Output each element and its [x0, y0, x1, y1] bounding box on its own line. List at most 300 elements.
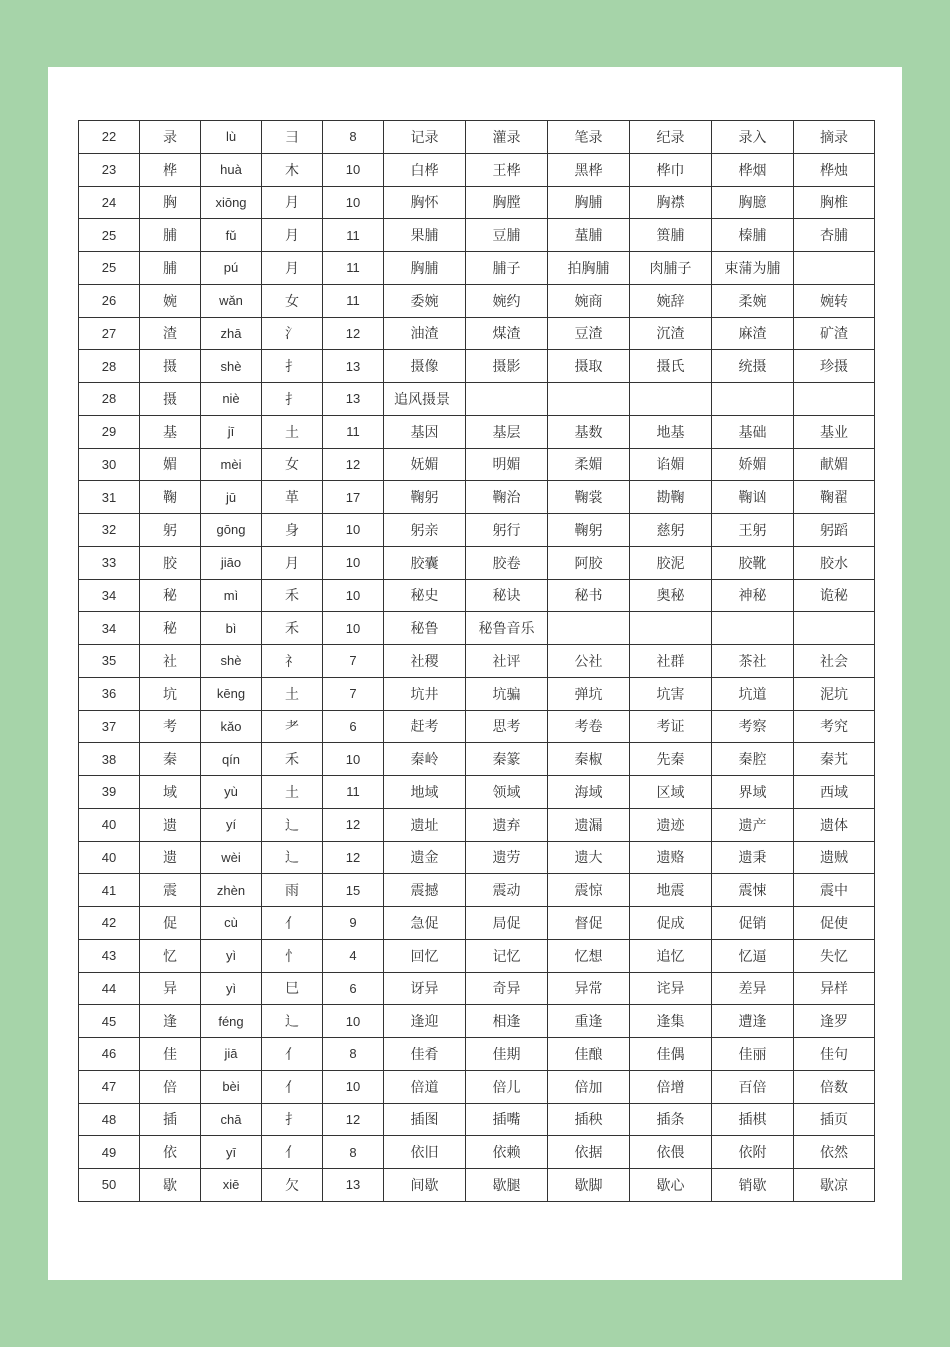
word-cell: 间歇 [384, 1169, 466, 1202]
word-cell: 躬亲 [384, 514, 466, 547]
character-cell: 促 [140, 907, 201, 940]
word-cell: 妩媚 [384, 448, 466, 481]
table-row [79, 252, 875, 285]
word-cell: 婉约 [466, 284, 548, 317]
table-row [79, 317, 875, 350]
row-number-cell: 42 [79, 907, 140, 940]
row-number-cell: 28 [79, 350, 140, 383]
word-cell: 插棋 [712, 1103, 794, 1136]
pinyin-cell: mèi [201, 448, 262, 481]
word-cell: 胸怀 [384, 186, 466, 219]
stroke-count-cell: 8 [323, 1136, 384, 1169]
word-cell: 基业 [794, 415, 875, 448]
word-cell: 相逢 [466, 1005, 548, 1038]
character-cell: 遗 [140, 808, 201, 841]
pinyin-cell: yì [201, 972, 262, 1005]
word-cell: 慈躬 [630, 514, 712, 547]
pinyin-cell: fǔ [201, 219, 262, 252]
word-cell: 果脯 [384, 219, 466, 252]
word-cell: 秘史 [384, 579, 466, 612]
table-row [79, 1136, 875, 1169]
word-cell: 督促 [548, 907, 630, 940]
radical-cell: 亻 [262, 907, 323, 940]
radical-cell: 身 [262, 514, 323, 547]
character-cell: 依 [140, 1136, 201, 1169]
word-cell: 遗体 [794, 808, 875, 841]
word-cell: 急促 [384, 907, 466, 940]
word-cell: 秦艽 [794, 743, 875, 776]
character-cell: 基 [140, 415, 201, 448]
table-row [79, 1169, 875, 1202]
word-cell: 插页 [794, 1103, 875, 1136]
word-cell: 摄影 [466, 350, 548, 383]
radical-cell: 巳 [262, 972, 323, 1005]
table-row [79, 1103, 875, 1136]
character-table [78, 120, 875, 1202]
row-number-cell: 41 [79, 874, 140, 907]
character-cell: 域 [140, 776, 201, 809]
row-number-cell: 45 [79, 1005, 140, 1038]
word-cell: 桦烛 [794, 153, 875, 186]
word-cell: 奥秘 [630, 579, 712, 612]
word-cell: 记忆 [466, 939, 548, 972]
pinyin-cell: bì [201, 612, 262, 645]
word-cell: 摄氏 [630, 350, 712, 383]
radical-cell: 月 [262, 546, 323, 579]
word-cell: 豆渣 [548, 317, 630, 350]
word-cell: 震动 [466, 874, 548, 907]
word-cell: 泥坑 [794, 677, 875, 710]
stroke-count-cell: 6 [323, 972, 384, 1005]
row-number-cell: 33 [79, 546, 140, 579]
word-cell: 摄像 [384, 350, 466, 383]
row-number-cell: 49 [79, 1136, 140, 1169]
pinyin-cell: jiāo [201, 546, 262, 579]
table-row [79, 743, 875, 776]
word-cell: 佳偶 [630, 1038, 712, 1071]
word-cell: 依旧 [384, 1136, 466, 1169]
word-cell: 榛脯 [712, 219, 794, 252]
stroke-count-cell: 15 [323, 874, 384, 907]
character-cell: 躬 [140, 514, 201, 547]
character-cell: 坑 [140, 677, 201, 710]
row-number-cell: 50 [79, 1169, 140, 1202]
stroke-count-cell: 11 [323, 252, 384, 285]
row-number-cell: 48 [79, 1103, 140, 1136]
word-cell: 煤渣 [466, 317, 548, 350]
word-cell: 领域 [466, 776, 548, 809]
word-cell: 异样 [794, 972, 875, 1005]
word-cell: 秘诀 [466, 579, 548, 612]
word-cell: 忆逼 [712, 939, 794, 972]
word-cell: 插条 [630, 1103, 712, 1136]
word-cell: 考究 [794, 710, 875, 743]
character-cell: 歇 [140, 1169, 201, 1202]
word-cell: 插秧 [548, 1103, 630, 1136]
stroke-count-cell: 10 [323, 1070, 384, 1103]
word-cell: 黑桦 [548, 153, 630, 186]
word-cell: 篑脯 [630, 219, 712, 252]
character-cell: 摄 [140, 383, 201, 416]
word-cell: 鞠讻 [712, 481, 794, 514]
stroke-count-cell: 12 [323, 808, 384, 841]
word-cell: 先秦 [630, 743, 712, 776]
stroke-count-cell: 12 [323, 448, 384, 481]
stroke-count-cell: 8 [323, 121, 384, 154]
word-cell: 界域 [712, 776, 794, 809]
word-cell: 销歇 [712, 1169, 794, 1202]
row-number-cell: 25 [79, 252, 140, 285]
row-number-cell: 27 [79, 317, 140, 350]
word-cell: 依据 [548, 1136, 630, 1169]
stroke-count-cell: 12 [323, 841, 384, 874]
character-cell: 脯 [140, 252, 201, 285]
row-number-cell: 25 [79, 219, 140, 252]
stroke-count-cell: 12 [323, 1103, 384, 1136]
stroke-count-cell: 11 [323, 415, 384, 448]
word-cell: 震惊 [548, 874, 630, 907]
word-cell: 佳丽 [712, 1038, 794, 1071]
word-cell: 地震 [630, 874, 712, 907]
radical-cell: 礻 [262, 645, 323, 678]
word-cell: 奇异 [466, 972, 548, 1005]
word-cell: 记录 [384, 121, 466, 154]
row-number-cell: 34 [79, 579, 140, 612]
pinyin-cell: yì [201, 939, 262, 972]
row-number-cell: 38 [79, 743, 140, 776]
radical-cell: 欠 [262, 1169, 323, 1202]
word-cell: 诡秘 [794, 579, 875, 612]
word-cell: 遗贼 [794, 841, 875, 874]
pinyin-cell: zhèn [201, 874, 262, 907]
word-cell: 重逢 [548, 1005, 630, 1038]
word-cell [630, 612, 712, 645]
word-cell: 遭逢 [712, 1005, 794, 1038]
word-cell [466, 383, 548, 416]
character-cell: 佳 [140, 1038, 201, 1071]
word-cell: 区域 [630, 776, 712, 809]
row-number-cell: 32 [79, 514, 140, 547]
radical-cell: 革 [262, 481, 323, 514]
character-cell: 插 [140, 1103, 201, 1136]
word-cell: 遗迹 [630, 808, 712, 841]
table-row [79, 907, 875, 940]
stroke-count-cell: 11 [323, 776, 384, 809]
radical-cell: 耂 [262, 710, 323, 743]
word-cell: 基层 [466, 415, 548, 448]
character-cell: 摄 [140, 350, 201, 383]
word-cell: 震中 [794, 874, 875, 907]
word-cell: 摘录 [794, 121, 875, 154]
row-number-cell: 39 [79, 776, 140, 809]
word-cell: 秦篆 [466, 743, 548, 776]
radical-cell: 土 [262, 776, 323, 809]
word-cell: 笔录 [548, 121, 630, 154]
radical-cell: 禾 [262, 612, 323, 645]
table-row [79, 972, 875, 1005]
word-cell: 逢集 [630, 1005, 712, 1038]
word-cell: 依偎 [630, 1136, 712, 1169]
word-cell: 弹坑 [548, 677, 630, 710]
row-number-cell: 36 [79, 677, 140, 710]
word-cell: 局促 [466, 907, 548, 940]
word-cell [794, 383, 875, 416]
word-cell: 遗产 [712, 808, 794, 841]
word-cell: 促销 [712, 907, 794, 940]
word-cell: 拍胸脯 [548, 252, 630, 285]
pinyin-cell: yí [201, 808, 262, 841]
radical-cell: 扌 [262, 1103, 323, 1136]
word-cell: 遗址 [384, 808, 466, 841]
word-cell: 白桦 [384, 153, 466, 186]
word-cell: 追忆 [630, 939, 712, 972]
word-cell: 倍增 [630, 1070, 712, 1103]
word-cell: 坑害 [630, 677, 712, 710]
character-cell: 录 [140, 121, 201, 154]
radical-cell: 亻 [262, 1070, 323, 1103]
word-cell: 娇媚 [712, 448, 794, 481]
pinyin-cell: kēng [201, 677, 262, 710]
word-cell: 公社 [548, 645, 630, 678]
character-cell: 异 [140, 972, 201, 1005]
table-row [79, 153, 875, 186]
word-cell: 歇脚 [548, 1169, 630, 1202]
pinyin-cell: shè [201, 645, 262, 678]
stroke-count-cell: 10 [323, 1005, 384, 1038]
word-cell: 基数 [548, 415, 630, 448]
word-cell: 社群 [630, 645, 712, 678]
table-row [79, 645, 875, 678]
character-cell: 胸 [140, 186, 201, 219]
word-cell: 基因 [384, 415, 466, 448]
word-cell: 赶考 [384, 710, 466, 743]
word-cell: 秦腔 [712, 743, 794, 776]
word-cell: 胸椎 [794, 186, 875, 219]
stroke-count-cell: 17 [323, 481, 384, 514]
word-cell: 脯子 [466, 252, 548, 285]
word-cell: 社会 [794, 645, 875, 678]
word-cell: 柔婉 [712, 284, 794, 317]
stroke-count-cell: 11 [323, 219, 384, 252]
word-cell: 异常 [548, 972, 630, 1005]
pinyin-cell: huà [201, 153, 262, 186]
word-cell: 倍道 [384, 1070, 466, 1103]
word-cell: 秦椒 [548, 743, 630, 776]
word-cell: 忆想 [548, 939, 630, 972]
word-cell: 婉商 [548, 284, 630, 317]
word-cell: 婉辞 [630, 284, 712, 317]
pinyin-cell: chā [201, 1103, 262, 1136]
word-cell: 海域 [548, 776, 630, 809]
word-cell: 束蒲为脯 [712, 252, 794, 285]
character-cell: 胶 [140, 546, 201, 579]
word-cell: 神秘 [712, 579, 794, 612]
word-cell: 地基 [630, 415, 712, 448]
word-cell [548, 383, 630, 416]
word-cell [630, 383, 712, 416]
character-cell: 桦 [140, 153, 201, 186]
word-cell [548, 612, 630, 645]
word-cell: 勘鞠 [630, 481, 712, 514]
word-cell: 矿渣 [794, 317, 875, 350]
word-cell: 胶卷 [466, 546, 548, 579]
pinyin-cell: mì [201, 579, 262, 612]
word-cell: 杏脯 [794, 219, 875, 252]
word-cell: 促使 [794, 907, 875, 940]
word-cell: 珍摄 [794, 350, 875, 383]
word-cell: 灌录 [466, 121, 548, 154]
character-cell: 婉 [140, 284, 201, 317]
word-cell: 委婉 [384, 284, 466, 317]
row-number-cell: 35 [79, 645, 140, 678]
character-cell: 遗 [140, 841, 201, 874]
word-cell: 胸臆 [712, 186, 794, 219]
character-cell: 忆 [140, 939, 201, 972]
character-cell: 震 [140, 874, 201, 907]
radical-cell: 扌 [262, 383, 323, 416]
word-cell: 促成 [630, 907, 712, 940]
character-cell: 考 [140, 710, 201, 743]
word-cell: 秘鲁音乐 [466, 612, 548, 645]
stroke-count-cell: 4 [323, 939, 384, 972]
word-cell: 麻渣 [712, 317, 794, 350]
row-number-cell: 46 [79, 1038, 140, 1071]
table-row [79, 448, 875, 481]
word-cell: 油渣 [384, 317, 466, 350]
stroke-count-cell: 7 [323, 645, 384, 678]
word-cell: 胶泥 [630, 546, 712, 579]
word-cell: 秦岭 [384, 743, 466, 776]
character-cell: 鞠 [140, 481, 201, 514]
word-cell [712, 612, 794, 645]
table-row [79, 776, 875, 809]
word-cell: 纪录 [630, 121, 712, 154]
character-cell: 逢 [140, 1005, 201, 1038]
word-cell: 王躬 [712, 514, 794, 547]
word-cell: 基础 [712, 415, 794, 448]
word-cell: 地域 [384, 776, 466, 809]
row-number-cell: 31 [79, 481, 140, 514]
word-cell: 震悚 [712, 874, 794, 907]
word-cell: 歇凉 [794, 1169, 875, 1202]
worksheet-page [48, 67, 902, 1280]
word-cell: 明媚 [466, 448, 548, 481]
word-cell: 秘书 [548, 579, 630, 612]
word-cell: 鞠翟 [794, 481, 875, 514]
radical-cell: 土 [262, 677, 323, 710]
word-cell: 沉渣 [630, 317, 712, 350]
radical-cell: 雨 [262, 874, 323, 907]
pinyin-cell: qín [201, 743, 262, 776]
pinyin-cell: yī [201, 1136, 262, 1169]
character-cell: 秘 [140, 579, 201, 612]
radical-cell: 扌 [262, 350, 323, 383]
row-number-cell: 22 [79, 121, 140, 154]
character-cell: 秦 [140, 743, 201, 776]
word-cell: 失忆 [794, 939, 875, 972]
word-cell: 胸脯 [384, 252, 466, 285]
word-cell: 社评 [466, 645, 548, 678]
table-row [79, 546, 875, 579]
character-cell: 倍 [140, 1070, 201, 1103]
table-row [79, 514, 875, 547]
table-row [79, 415, 875, 448]
row-number-cell: 30 [79, 448, 140, 481]
row-number-cell: 44 [79, 972, 140, 1005]
radical-cell: 彐 [262, 121, 323, 154]
word-cell: 豆脯 [466, 219, 548, 252]
table-row [79, 808, 875, 841]
character-cell: 脯 [140, 219, 201, 252]
stroke-count-cell: 12 [323, 317, 384, 350]
word-cell: 躬行 [466, 514, 548, 547]
stroke-count-cell: 10 [323, 546, 384, 579]
word-cell [794, 612, 875, 645]
word-cell: 胶囊 [384, 546, 466, 579]
table-row [79, 1038, 875, 1071]
word-cell: 倍加 [548, 1070, 630, 1103]
stroke-count-cell: 10 [323, 612, 384, 645]
word-cell: 逢迎 [384, 1005, 466, 1038]
stroke-count-cell: 11 [323, 284, 384, 317]
word-cell: 诧异 [630, 972, 712, 1005]
stroke-count-cell: 10 [323, 579, 384, 612]
word-cell: 讶异 [384, 972, 466, 1005]
word-cell: 佳期 [466, 1038, 548, 1071]
word-cell: 胶靴 [712, 546, 794, 579]
word-cell: 百倍 [712, 1070, 794, 1103]
word-cell: 秘鲁 [384, 612, 466, 645]
row-number-cell: 23 [79, 153, 140, 186]
word-cell: 倍数 [794, 1070, 875, 1103]
table-row [79, 841, 875, 874]
pinyin-cell: jī [201, 415, 262, 448]
word-cell: 震撼 [384, 874, 466, 907]
word-cell: 谄媚 [630, 448, 712, 481]
word-cell: 考察 [712, 710, 794, 743]
word-cell: 遗秉 [712, 841, 794, 874]
word-cell: 蓳脯 [548, 219, 630, 252]
word-cell: 西域 [794, 776, 875, 809]
pinyin-cell: pú [201, 252, 262, 285]
word-cell: 社稷 [384, 645, 466, 678]
word-cell: 遗漏 [548, 808, 630, 841]
radical-cell: 辶 [262, 808, 323, 841]
word-cell: 坑骗 [466, 677, 548, 710]
row-number-cell: 24 [79, 186, 140, 219]
table-row [79, 186, 875, 219]
row-number-cell: 40 [79, 841, 140, 874]
pinyin-cell: féng [201, 1005, 262, 1038]
character-cell: 渣 [140, 317, 201, 350]
word-cell: 插嘴 [466, 1103, 548, 1136]
pinyin-cell: jū [201, 481, 262, 514]
character-cell: 媚 [140, 448, 201, 481]
radical-cell: 禾 [262, 579, 323, 612]
word-cell: 考证 [630, 710, 712, 743]
stroke-count-cell: 6 [323, 710, 384, 743]
character-cell: 社 [140, 645, 201, 678]
word-cell: 阿胶 [548, 546, 630, 579]
word-cell [794, 252, 875, 285]
word-cell: 回忆 [384, 939, 466, 972]
radical-cell: 月 [262, 186, 323, 219]
table-row [79, 579, 875, 612]
pinyin-cell: niè [201, 383, 262, 416]
row-number-cell: 47 [79, 1070, 140, 1103]
pinyin-cell: jiā [201, 1038, 262, 1071]
row-number-cell: 28 [79, 383, 140, 416]
